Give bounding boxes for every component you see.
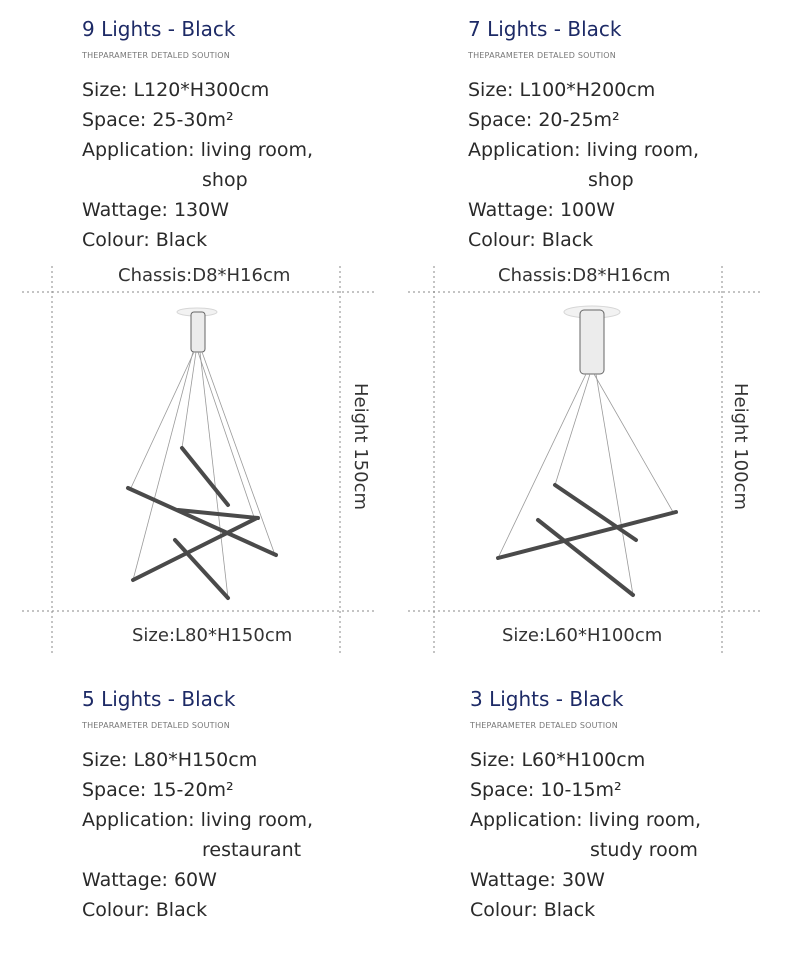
light-bars [128,448,276,598]
chassis-canopy [191,312,205,352]
size-label-left: Size:L80*H150cm [132,625,293,646]
height-label-right: Height 100cm [730,383,751,511]
spec-application-cont: restaurant [202,839,302,861]
spec-wattage: Wattage: 30W [470,869,605,891]
spec-application: Application: living room, [470,809,702,831]
spec-space: Space: 15-20m² [82,779,234,801]
size-label-right: Size:L60*H100cm [502,625,663,646]
height-label-left: Height 150cm [350,383,371,511]
spec-subtitle: THEPARAMETER DETALED SOUTION [470,721,618,730]
spec-application-cont: study room [590,839,698,861]
spec-size: Size: L120*H300cm [82,79,270,101]
spec-application: Application: living room, [468,139,700,161]
spec-application: Application: living room, [82,809,314,831]
spec-title: 9 Lights - Black [82,17,236,41]
spec-colour: Colour: Black [82,899,208,921]
spec-application-cont: shop [202,169,248,191]
chassis-canopy [580,310,604,374]
spec-application-cont: shop [588,169,634,191]
spec-title: 7 Lights - Black [468,17,622,41]
spec-subtitle: THEPARAMETER DETALED SOUTION [468,51,616,60]
spec-space: Space: 20-25m² [468,109,620,131]
spec-colour: Colour: Black [468,229,594,251]
fixture-5-lights-illustration [128,308,276,598]
spec-title: 3 Lights - Black [470,687,624,711]
spec-title: 5 Lights - Black [82,687,236,711]
spec-space: Space: 10-15m² [470,779,622,801]
fixture-3-lights-illustration [498,306,676,595]
spec-application: Application: living room, [82,139,314,161]
spec-size: Size: L80*H150cm [82,749,258,771]
chassis-label-right: Chassis:D8*H16cm [498,265,671,286]
spec-size: Size: L100*H200cm [468,79,656,101]
guide-lines [22,266,760,655]
spec-wattage: Wattage: 60W [82,869,217,891]
spec-space: Space: 25-30m² [82,109,234,131]
spec-wattage: Wattage: 130W [82,199,229,221]
spec-subtitle: THEPARAMETER DETALED SOUTION [82,51,230,60]
spec-subtitle: THEPARAMETER DETALED SOUTION [82,721,230,730]
suspension-wires [498,374,673,595]
chassis-label-left: Chassis:D8*H16cm [118,265,291,286]
spec-colour: Colour: Black [82,229,208,251]
spec-size: Size: L60*H100cm [470,749,646,771]
spec-wattage: Wattage: 100W [468,199,615,221]
spec-colour: Colour: Black [470,899,596,921]
